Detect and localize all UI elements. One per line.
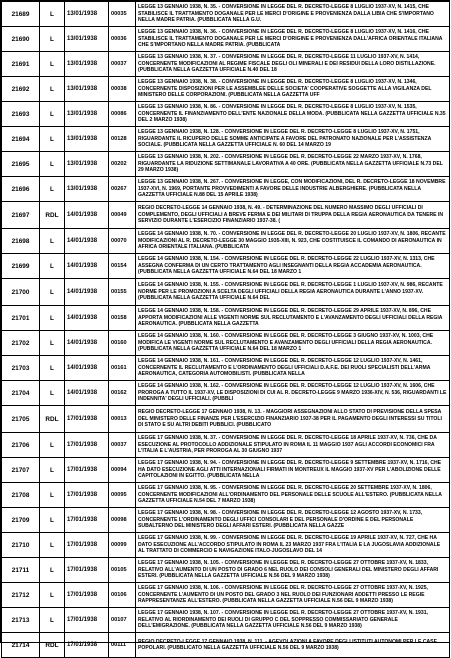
record-number-text: 21707 xyxy=(11,466,30,474)
table-row xyxy=(2,152,450,177)
act-type-text: L xyxy=(50,364,54,372)
act-number-cell xyxy=(109,458,136,483)
act-description-text: LEGGE 17 GENNAIO 1938, N. 94. - CONVERSIONE IN LEGGE DEL R. DECRETO-LEGGE 9 SETTEMBRE 1937-XV, N. 1716, CHE HA DATO ESECUZIONE AGLI ATTI INTERNAZIONALI FIRMATI IN MONTREUX IL MAGGIO 1937-XV PER L'ABOLIZIONE DELLE CAPITOLAZIONI IN EGITTO. (PUBBLICATA NELLA xyxy=(138,460,442,480)
act-description-text: LEGGE 17 GENNAIO 1938, N. 37. - CONVERSIONE IN LEGGE DEL R. DECRETO-LEGGE 18 APRILE 1937-XV, N. 736, CHE DA ESECUZIONE AL PROTOCOLLO ADDIZIONALE STIPULATO IN ROMA IL 11 MAGGIO 1937 AGLI ACCORDI ECONOMICI FRA L'ITALIA E L'AUSTRIA, PER PROROGA AL 30 GIUGNO 1937 xyxy=(138,435,437,455)
act-number-cell xyxy=(109,152,136,177)
act-type-cell xyxy=(40,508,65,533)
act-type-text: L xyxy=(50,160,54,168)
act-type-text: L xyxy=(50,35,54,43)
act-number-cell xyxy=(109,127,136,152)
act-number-text: 00099 xyxy=(111,542,127,548)
act-type-cell xyxy=(40,331,65,356)
act-number-cell xyxy=(109,558,136,583)
record-number-cell xyxy=(2,102,40,127)
act-type-cell xyxy=(40,558,65,583)
act-type-cell xyxy=(40,608,65,633)
act-number-cell xyxy=(109,483,136,508)
act-description-cell xyxy=(136,356,450,381)
act-date-text: 13/01/1938 xyxy=(67,86,98,92)
act-number-text: 00094 xyxy=(111,467,127,473)
act-date-cell xyxy=(65,279,109,306)
act-description-cell xyxy=(136,483,450,508)
act-date-text: 14/01/1938 xyxy=(67,390,98,396)
act-number-cell xyxy=(109,52,136,77)
act-type-cell xyxy=(40,254,65,279)
table-row xyxy=(2,52,450,77)
act-date-text: 17/01/1938 xyxy=(67,492,98,498)
act-type-cell xyxy=(40,633,65,658)
act-type-text: L xyxy=(50,237,54,245)
act-description-text: LEGGE 14 GENNAIO 1938, N. 158. - CONVERSIONE IN LEGGE DEL R. DECRETO-LEGGE 29 APRILE 1937-XV, N. 896, CHE APPORTA MODIFICAZIONI ALLE VIGENTI NORME SUL RECLUTAMENTO E L'AVANZAMENTO DEGLI UFFICIALI DELLA REGIA AERONAUTICA. (PUBBLICATA NELLA GAZZETTA xyxy=(138,308,443,328)
record-number-text: 21694 xyxy=(11,135,30,143)
act-number-text: 00128 xyxy=(111,136,127,142)
act-description-cell xyxy=(136,52,450,77)
act-date-text: 13/01/1938 xyxy=(67,111,98,117)
act-type-cell xyxy=(40,202,65,229)
record-number-cell xyxy=(2,279,40,306)
act-date-text: 13/01/1938 xyxy=(67,136,98,142)
act-description-cell xyxy=(136,458,450,483)
act-description-cell xyxy=(136,608,450,633)
record-number-cell xyxy=(2,52,40,77)
act-number-cell xyxy=(109,306,136,331)
record-number-cell xyxy=(2,381,40,406)
record-number-text: 21697 xyxy=(11,211,30,219)
record-number-cell xyxy=(2,533,40,558)
act-type-text: RDL xyxy=(45,641,59,649)
record-number-cell xyxy=(2,406,40,433)
record-number-cell xyxy=(2,331,40,356)
act-number-cell xyxy=(109,77,136,102)
act-type-text: L xyxy=(50,10,54,18)
record-number-cell xyxy=(2,177,40,202)
record-number-text: 21695 xyxy=(11,160,30,168)
record-number-cell xyxy=(2,306,40,331)
act-date-text: 14/01/1938 xyxy=(67,315,98,321)
record-number-text: 21710 xyxy=(11,541,30,549)
act-type-cell xyxy=(40,52,65,77)
table-row xyxy=(2,306,450,331)
record-number-text: 21703 xyxy=(11,364,30,372)
act-description-text: LEGGE 13 GENNAIO 1938, N. 35. - CONVERSIONE IN LEGGE DEL R. DECRETO-LEGGE 8 LUGLIO 1937-XV, N. 1415, CHE STABILISCE IL TRATTAMENTO DOGANALE PER LE MERCI D'ORIGINE E PROVENIENZA DALLA LIBIA CHE S'IMPORTANO NELLA MADRE PATRIA. (PUBBLICATA NELLA G.U. xyxy=(138,4,434,24)
record-number-cell xyxy=(2,254,40,279)
act-number-cell xyxy=(109,102,136,127)
act-date-cell xyxy=(65,127,109,152)
act-number-cell xyxy=(109,508,136,533)
act-description-cell xyxy=(136,2,450,27)
act-type-cell xyxy=(40,306,65,331)
act-date-text: 14/01/1938 xyxy=(67,289,98,295)
act-type-cell xyxy=(40,406,65,433)
act-type-text: L xyxy=(50,616,54,624)
act-number-text: 00086 xyxy=(111,111,127,117)
act-number-text: 00160 xyxy=(111,340,127,346)
record-number-cell xyxy=(2,483,40,508)
act-description-text: LEGGE 17 GENNAIO 1938, N. 106. - CONVERSIONE IN LEGGE DEL R. DECRETO-LEGGE 27 OTTOBRE 1937-XV, N. 1925, CONCERNENTE L'AUMENTO DI UN POSTO DEL GRADO 3 NEL RUOLO DEI FUNZIONARI ADDETTI PRESSO LE REGIE RAPPRESENTANZE ALL'ESTERO. (PUBBLICATA NELLA GAZZETTA UFFICIALE N.56 DEL 9 MARZO 1938) xyxy=(138,585,428,605)
act-number-cell xyxy=(109,406,136,433)
act-date-cell xyxy=(65,433,109,458)
act-date-cell xyxy=(65,229,109,254)
act-date-cell xyxy=(65,458,109,483)
act-description-cell xyxy=(136,27,450,52)
act-number-text: 00038 xyxy=(111,86,127,92)
act-date-text: 17/01/1938 xyxy=(67,542,98,548)
table-row xyxy=(2,406,450,433)
act-number-text: 00070 xyxy=(111,238,127,244)
table-row xyxy=(2,254,450,279)
act-date-cell xyxy=(65,331,109,356)
act-date-cell xyxy=(65,177,109,202)
act-type-cell xyxy=(40,152,65,177)
act-description-cell xyxy=(136,279,450,306)
act-type-cell xyxy=(40,27,65,52)
act-type-text: RDL xyxy=(45,211,59,219)
act-number-text: 00107 xyxy=(111,617,127,623)
record-number-text: 21713 xyxy=(11,616,30,624)
act-description-text: LEGGE 14 GENNAIO 1938, N. 155. - CONVERSIONE IN LEGGE DEL R. DECRETO-LEGGE 1 LUGLIO 1937-XV, N. 986, RECANTE NORME PER LE PROMOZIONI A SCELTA DEGLI UFFICIALI DELLA REGIA AERONAUTICA DURANTE L'ANNO 1937-XV. (PUBBLICATA NELLA GAZZETTA UFFICIALE N.64 DEL xyxy=(138,282,443,302)
act-description-text: LEGGE 13 GENNAIO 1938, N. 128. - CONVERSIONE IN LEGGE DEL R. DECRETO-LEGGE 8 LUGLIO 1937-XV, N. 1751, RIGUARDANTE IL RICUPERO DELLE SOMME ANTICIPATE A FAVORE DEL PATRONATO NAZIONALE PER L'ASSISTENZA SOCIALE. (PUBBLICATA NELLA GAZZETTA UFFICIALE N. 60 DEL 14 MARZO 19 xyxy=(138,129,432,149)
act-number-cell xyxy=(109,633,136,658)
record-number-text: 21714 xyxy=(11,641,30,649)
act-number-cell xyxy=(109,381,136,406)
act-date-cell xyxy=(65,2,109,27)
act-number-text: 00155 xyxy=(111,289,127,295)
act-type-text: L xyxy=(50,516,54,524)
act-number-text: 00202 xyxy=(111,161,127,167)
table-row xyxy=(2,127,450,152)
act-date-text: 14/01/1938 xyxy=(67,340,98,346)
act-number-cell xyxy=(109,229,136,254)
act-type-text: L xyxy=(50,541,54,549)
record-number-cell xyxy=(2,152,40,177)
act-type-text: L xyxy=(50,466,54,474)
act-type-cell xyxy=(40,177,65,202)
act-date-cell xyxy=(65,152,109,177)
record-number-text: 21702 xyxy=(11,339,30,347)
act-description-cell xyxy=(136,77,450,102)
act-description-cell xyxy=(136,331,450,356)
act-date-cell xyxy=(65,102,109,127)
act-date-cell xyxy=(65,356,109,381)
act-number-cell xyxy=(109,254,136,279)
act-number-cell xyxy=(109,608,136,633)
act-type-text: L xyxy=(50,389,54,397)
act-description-text: REGIO DECRETO-LEGGE 17 GENNAIO 1938, N. 13. - MAGGIORI ASSEGNAZIONI ALLO STATO DI PREVISIONE DELLA SPESA DEL MINISTERO DELLE FINANZE PER L'ESERCIZIO FINANZIARIO 1937-38 PER IL PAGAMENTO DEGLI INTERESSI SU TITOLI DI STATO E SU ALTRI DEBITI PUBBLICI. (PUBBLICATO xyxy=(138,409,442,429)
record-number-cell xyxy=(2,202,40,229)
table-row xyxy=(2,508,450,533)
act-date-text: 17/01/1938 xyxy=(67,416,98,422)
act-type-cell xyxy=(40,458,65,483)
act-description-cell xyxy=(136,406,450,433)
act-description-text: LEGGE 13 GENNAIO 1938, N. 36. - CONVERSIONE IN LEGGE DEL R. DECRETO-LEGGE 8 LUGLIO 1937-XV, N. 1416, CHE STABILISCE IL TRATTAMENTO DOGANALE PER LE MERCI D'ORIGINE E PROVENIENZA DALL'AFRICA ORIENTALE ITALIANA CHE S'IMPORTANO NELLA MADRE PATRIA. (PUBBLICATA xyxy=(138,29,443,49)
act-date-cell xyxy=(65,633,109,658)
act-date-text: 17/01/1938 xyxy=(67,567,98,573)
act-type-cell xyxy=(40,356,65,381)
act-date-text: 17/01/1938 xyxy=(67,592,98,598)
record-number-cell xyxy=(2,77,40,102)
act-type-text: L xyxy=(50,314,54,322)
act-type-text: L xyxy=(50,185,54,193)
table-row xyxy=(2,483,450,508)
act-date-text: 17/01/1938 xyxy=(67,442,98,448)
act-type-cell xyxy=(40,381,65,406)
act-type-cell xyxy=(40,2,65,27)
legislation-table xyxy=(1,1,450,658)
table-row xyxy=(2,633,450,658)
act-type-cell xyxy=(40,433,65,458)
table-row xyxy=(2,27,450,52)
act-number-text: 00154 xyxy=(111,263,127,269)
act-number-text: 00049 xyxy=(111,212,127,218)
act-date-cell xyxy=(65,583,109,608)
legislation-table-body xyxy=(2,2,450,658)
table-row xyxy=(2,229,450,254)
act-date-cell xyxy=(65,52,109,77)
act-description-cell xyxy=(136,152,450,177)
act-date-cell xyxy=(65,533,109,558)
act-description-text: LEGGE 17 GENNAIO 1938, N. 95. - CONVERSIONE IN LEGGE DEL R. DECRETO-LEGGE 20 SETTEMBRE 1937-XV, N. 1806, CONCERNENTE MODIFICAZIONI ALL'ORDINAMENTO DEL PERSONALE DELLE SCUOLE ALL'ESTERO. (PUBBLICATA NELLA GAZZETTA UFFICIALE N.54 DEL 7 MARZO 1938) xyxy=(138,485,442,505)
act-type-cell xyxy=(40,483,65,508)
record-number-text: 21705 xyxy=(11,415,30,423)
record-number-text: 21700 xyxy=(11,288,30,296)
act-date-text: 14/01/1938 xyxy=(67,238,98,244)
record-number-text: 21689 xyxy=(11,10,30,18)
act-date-text: 14/01/1938 xyxy=(67,263,98,269)
act-number-text: 00267 xyxy=(111,186,127,192)
act-number-text: 00161 xyxy=(111,365,127,371)
act-type-text: L xyxy=(50,441,54,449)
act-number-cell xyxy=(109,2,136,27)
act-description-text: LEGGE 13 GENNAIO 1938, N. 38. - CONVERSIONE IN LEGGE DEL R. DECRETO-LEGGE 8 LUGLIO 1937-XV, N. 1346, CONCERNENTE DISPOSIZIONI PER LE ASSEMBLEE DELLE SOCIETA' COOPERATIVE SOGGETTE ALLA VIGILANZA DEL MINISTERO DELLE CORPORAZIONI. (PUBBLICATA NELLA GAZZETTA UFF xyxy=(138,79,432,99)
record-number-text: 21711 xyxy=(11,566,30,574)
act-description-cell xyxy=(136,633,450,658)
act-description-cell xyxy=(136,127,450,152)
record-number-cell xyxy=(2,433,40,458)
act-number-cell xyxy=(109,202,136,229)
act-date-cell xyxy=(65,558,109,583)
act-type-cell xyxy=(40,102,65,127)
act-number-cell xyxy=(109,356,136,381)
act-description-cell xyxy=(136,533,450,558)
act-date-cell xyxy=(65,508,109,533)
record-number-cell xyxy=(2,127,40,152)
act-number-cell xyxy=(109,433,136,458)
act-type-text: L xyxy=(50,288,54,296)
act-description-cell xyxy=(136,254,450,279)
act-type-cell xyxy=(40,77,65,102)
table-row xyxy=(2,558,450,583)
record-number-cell xyxy=(2,558,40,583)
table-row xyxy=(2,177,450,202)
act-number-text: 00105 xyxy=(111,567,127,573)
act-description-cell xyxy=(136,177,450,202)
table-row xyxy=(2,202,450,229)
act-number-text: 00111 xyxy=(111,642,126,648)
act-description-text: LEGGE 17 GENNAIO 1938, N. 98. - CONVERSIONE IN LEGGE DEL R. DECRETO-LEGGE 12 AGOSTO 1937-XV, N. 1733, CONCERNENTE L'ORDINAMENTO DEGLI UFFICI CONSOLARI E DEL PERSONALE D'ORDINE E DEL PERSONALE SUBALTERNO DEL MINISTERO DEGLI AFFARI ESTERI. (PUBBLICATA NELLA GAZZE xyxy=(138,510,423,530)
table-row xyxy=(2,356,450,381)
act-date-cell xyxy=(65,381,109,406)
act-number-cell xyxy=(109,27,136,52)
act-date-cell xyxy=(65,483,109,508)
act-description-text: LEGGE 13 GENNAIO 1938, N. 37. - CONVERSIONE IN LEGGE DEL R. DECRETO-LEGGE 11 LUGLIO 1937-XV, N. 1414, CONCERNENTE MODIFICAZIONI AL REGIME FISCALE DEGLI OLI MINERALI E DEI RESIDUI DELLA LORO DISTILLAZIONE. (PUBBLICATA NELLA GAZZETTA UFFICIALE N.40 DEL 18 xyxy=(138,54,436,74)
act-description-text: LEGGE 17 GENNAIO 1938, N. 107. - CONVERSIONE IN LEGGE DEL R. DECRETO-LEGGE 27 OTTOBRE 1937-XV, N. 1931, RELATIVO AL RIORDINAMENTO DEI RUOLI DI GRUPPO C DEL SOPPRESSO COMMISSARIATO GENERALE DELL'EMIGRAZIONE. (PUBBLICATA NELLA GAZZETTA UFFICIALE N.56 DEL 9 MARZO 1938) xyxy=(138,610,428,630)
act-description-cell xyxy=(136,558,450,583)
act-date-text: 14/01/1938 xyxy=(67,212,98,218)
record-number-cell xyxy=(2,458,40,483)
record-number-text: 21708 xyxy=(11,491,30,499)
record-number-cell xyxy=(2,27,40,52)
act-description-text: LEGGE 13 GENNAIO 1938, N. 202. - CONVERSIONE IN LEGGE DEL R. DECRETO-LEGGE 22 MARZO 1937-XV, N. 1768, RIGUARDANTE LA RIDUZIONE SETTIMANALE LAVORATIVA A 40 ORE. (PUBBLICATA NELLA GAZZETTA UFFICIALE N.73 DEL 29 MARZO 1938) xyxy=(138,154,443,174)
act-description-text: LEGGE 14 GENNAIO 1938, N. 70. - CONVERSIONE IN LEGGE DEL R. DECRETO-LEGGE 20 LUGLIO 1937-XV, N. 1806, RECANTE MODIFICAZIONI AL R. DECRETO-LEGGE 30 MAGGIO 1935-XIII, N. 923, CHE COSTITUISCE IL COMANDO DI AERONAUTICA IN AFRICA ORIENTALE ITALIANA. (PUBBLICATA xyxy=(138,231,446,251)
act-number-text: 00095 xyxy=(111,492,127,498)
act-date-cell xyxy=(65,202,109,229)
record-number-text: 21701 xyxy=(11,314,30,322)
record-number-cell xyxy=(2,583,40,608)
act-description-cell xyxy=(136,102,450,127)
record-number-cell xyxy=(2,633,40,658)
act-description-cell xyxy=(136,306,450,331)
table-row xyxy=(2,458,450,483)
act-type-cell xyxy=(40,279,65,306)
record-number-text: 21712 xyxy=(11,591,30,599)
record-number-cell xyxy=(2,608,40,633)
act-description-cell xyxy=(136,381,450,406)
act-date-cell xyxy=(65,27,109,52)
record-number-text: 21698 xyxy=(11,237,30,245)
act-date-text: 17/01/1938 xyxy=(67,517,98,523)
act-type-cell xyxy=(40,583,65,608)
act-date-cell xyxy=(65,608,109,633)
act-number-text: 00037 xyxy=(111,442,127,448)
act-date-text: 13/01/1938 xyxy=(67,11,98,17)
record-number-cell xyxy=(2,508,40,533)
act-description-text: LEGGE 17 GENNAIO 1938, N. 105. - CONVERSIONE IN LEGGE DEL R. DECRETO-LEGGE 27 OTTOBRE 1937-XV, N. 1833, RELATIVO ALL'AUMENTO DI UN POSTO DI GRADO 6 NEL RUOLO DEI CONSOLI GENERALI DEL MINISTERO DEGLI AFFARI ESTERI. (PUBBLICATA NELLA GAZZETTA UFFICIALE N.56 DEL 9 MARZO 1938) xyxy=(138,560,439,580)
act-date-text: 17/01/1938 xyxy=(67,642,98,648)
table-row xyxy=(2,279,450,306)
act-type-text: L xyxy=(50,135,54,143)
act-type-cell xyxy=(40,127,65,152)
act-type-text: RDL xyxy=(45,415,59,423)
act-number-text: 00106 xyxy=(111,592,127,598)
act-number-text: 00036 xyxy=(111,36,127,42)
act-description-text: LEGGE 14 GENNAIO 1938, N. 161. - CONVERSIONE IN LEGGE DEL R. DECRETO-LEGGE 12 LUGLIO 1937-XV, N. 1461, CONCERNENTE IL RECLUTAMENTO E L'ORDINAMENTO DEGLI UFFICIALI D.A.F.E. DEI RUOLI SPECIALISTI DELL'ARMA AERONAUTICA, CATEGORIA AUTOMOBILISTI. (PUBBLICATA NELLA xyxy=(138,358,431,378)
record-number-text: 21690 xyxy=(11,35,30,43)
table-row xyxy=(2,2,450,27)
act-description-text: LEGGE 14 GENNAIO 1938, N. 160. - CONVERSIONE IN LEGGE DEL R. DECRETO-LEGGE 3 GIUGNO 1937-XV, N. 1003, CHE MODIFICA LE VIGENTI NORME SUL RECLUTAMENTO E AVANZAMENTO DEGLI UFFICIALI DELLA REGIA AERONAUTICA. (PUBBLICATA NELLA GAZZETTA UFFICIALE N.64 DEL 18 MARZO 1 xyxy=(138,333,434,353)
record-number-cell xyxy=(2,229,40,254)
act-description-cell xyxy=(136,583,450,608)
act-date-text: 13/01/1938 xyxy=(67,61,98,67)
act-description-cell xyxy=(136,202,450,229)
act-date-text: 17/01/1938 xyxy=(67,617,98,623)
act-number-text: 00013 xyxy=(111,416,127,422)
act-type-text: L xyxy=(50,262,54,270)
act-description-cell xyxy=(136,229,450,254)
act-description-text: LEGGE 14 GENNAIO 1938, N. 154. - CONVERSIONE IN LEGGE DEL R. DECRETO-LEGGE 22 LUGLIO 1937-XV, N. 1313, CHE ASSEGNA CONFERMA DI UN CERTO TRATTAMENTO AGLI INSEGNANTI DELLA REGIA ACCADEMIA AERONAUTICA. (PUBBLICATA NELLA GAZZETTA UFFICIALE N.64 DEL 18 MARZO 1 xyxy=(138,256,435,276)
table-row xyxy=(2,533,450,558)
act-date-text: 13/01/1938 xyxy=(67,161,98,167)
act-description-text: LEGGE 13 GENNAIO 1938, N. 267. - CONVERSIONE IN LEGGE, CON MODIFICAZIONI, DEL R. DECRETO-LEGGE 18 NOVEMBRE 1937-XVI, N. 1969, PORTANTE PROVVEDIMENTI A FAVORE DELLE INDUSTRIE ALBERGHIERE. (PUBBLICATA NELLA GAZZETTA UFFICIALE N.88 DEL 15 APRILE 1938) xyxy=(138,179,446,199)
act-number-text: 00158 xyxy=(111,315,127,321)
act-number-cell xyxy=(109,533,136,558)
record-number-text: 21699 xyxy=(11,262,30,270)
act-type-cell xyxy=(40,533,65,558)
act-type-cell xyxy=(40,229,65,254)
act-type-text: L xyxy=(50,566,54,574)
table-row xyxy=(2,331,450,356)
table-row xyxy=(2,381,450,406)
act-date-text: 17/01/1938 xyxy=(67,467,98,473)
act-date-text: 13/01/1938 xyxy=(67,36,98,42)
act-description-text: LEGGE 17 GENNAIO 1938, N. 99. - CONVERSIONE IN LEGGE DEL R. DECRETO-LEGGE 19 APRILE 1937-XV, N. 727, CHE HA DATO ESECUZIONE ALL'ACCORDO STIPULATO IN ROMA IL 23 MARZO 1937 FRA L'ITALIA E LA JUGOSLAVIA ADDIZIONALE AL TRATTATO DI COMMERCIO E NAVIGAZIONE ITALO-JUGOSLAVO DEL 14 xyxy=(138,535,441,555)
table-row xyxy=(2,433,450,458)
act-number-text: 00098 xyxy=(111,517,127,523)
record-number-text: 21691 xyxy=(11,60,30,68)
act-number-cell xyxy=(109,279,136,306)
table-row xyxy=(2,608,450,633)
act-number-cell xyxy=(109,177,136,202)
act-type-text: L xyxy=(50,85,54,93)
act-number-text: 00035 xyxy=(111,11,127,17)
act-description-text: LEGGE 14 GENNAIO 1938, N. 162. - CONVERSIONE IN LEGGE DEL R. DECRETO-LEGGE 12 LUGLIO 1937-XV, N. 1606, CHE PROROGA A TUTTO IL 1937-XV, LE DISPOSIZIONI DI CUI AL R. DECRETO-LEGGE 9 MARZO 1936-XIV, N. 536, RIGUARDANTI LE INDENNITA' DEGLI UFFICIALI. (PUBBLI xyxy=(138,383,447,403)
act-type-text: L xyxy=(50,110,54,118)
record-number-text: 21709 xyxy=(11,516,30,524)
record-number-text: 21696 xyxy=(11,185,30,193)
record-number-text: 21693 xyxy=(11,110,30,118)
record-number-text: 21706 xyxy=(11,441,30,449)
act-date-cell xyxy=(65,406,109,433)
record-number-cell xyxy=(2,2,40,27)
act-description-cell xyxy=(136,508,450,533)
act-date-cell xyxy=(65,306,109,331)
act-number-cell xyxy=(109,583,136,608)
act-type-text: L xyxy=(50,339,54,347)
act-description-cell xyxy=(136,433,450,458)
act-date-text: 13/01/1938 xyxy=(67,186,98,192)
table-row xyxy=(2,583,450,608)
act-date-cell xyxy=(65,254,109,279)
act-description-text: REGIO DECRETO-LEGGE 17 GENNAIO 1938, N. 111. - AGEVOLAZIONI A FAVORE DEGLI ISTITUTI AUTONOMI PER LE CASE POPOLARI. (PUBBLICATO NELLA GAZZETTA UFFICIALE N.56 DEL 9 MARZO 1938) xyxy=(138,638,437,651)
act-date-text: 14/01/1938 xyxy=(67,365,98,371)
table-row xyxy=(2,77,450,102)
record-number-cell xyxy=(2,356,40,381)
act-number-text: 00162 xyxy=(111,390,127,396)
act-date-cell xyxy=(65,77,109,102)
record-number-text: 21704 xyxy=(11,389,30,397)
act-description-text: REGIO DECRETO-LEGGE 14 GENNAIO 1938, N. 49. - DETERMINAZIONE DEL NUMERO MASSIMO DEGLI UFFICIALI DI COMPLEMENTO, DEGLI UFFICIALI A BREVE FERMA E DEI MILITARI DI TRUPPA DELLA REGIA AERONAUTICA DA TENERE IN SERVIZIO DURANTE L'ESERCIZIO FINANZIARIO 1937-38. ( xyxy=(138,205,444,225)
act-type-text: L xyxy=(50,491,54,499)
act-type-text: L xyxy=(50,60,54,68)
act-type-text: L xyxy=(50,591,54,599)
act-number-cell xyxy=(109,331,136,356)
act-number-text: 00037 xyxy=(111,61,127,67)
act-description-text: LEGGE 13 GENNAIO 1938, N. 86. - CONVERSIONE IN LEGGE DEL R. DECRETO-LEGGE 8 LUGLIO 1937-XV, N. 1535, CONCERNENTE IL FINANZIAMENTO DELL'ENTE NAZIONALE DELLA MODA. (PUBBLICATA NELLA GAZZETTA UFFICIALE N.35 DEL 2 MARZO 1938) xyxy=(138,104,446,124)
table-row xyxy=(2,102,450,127)
record-number-text: 21692 xyxy=(11,85,30,93)
